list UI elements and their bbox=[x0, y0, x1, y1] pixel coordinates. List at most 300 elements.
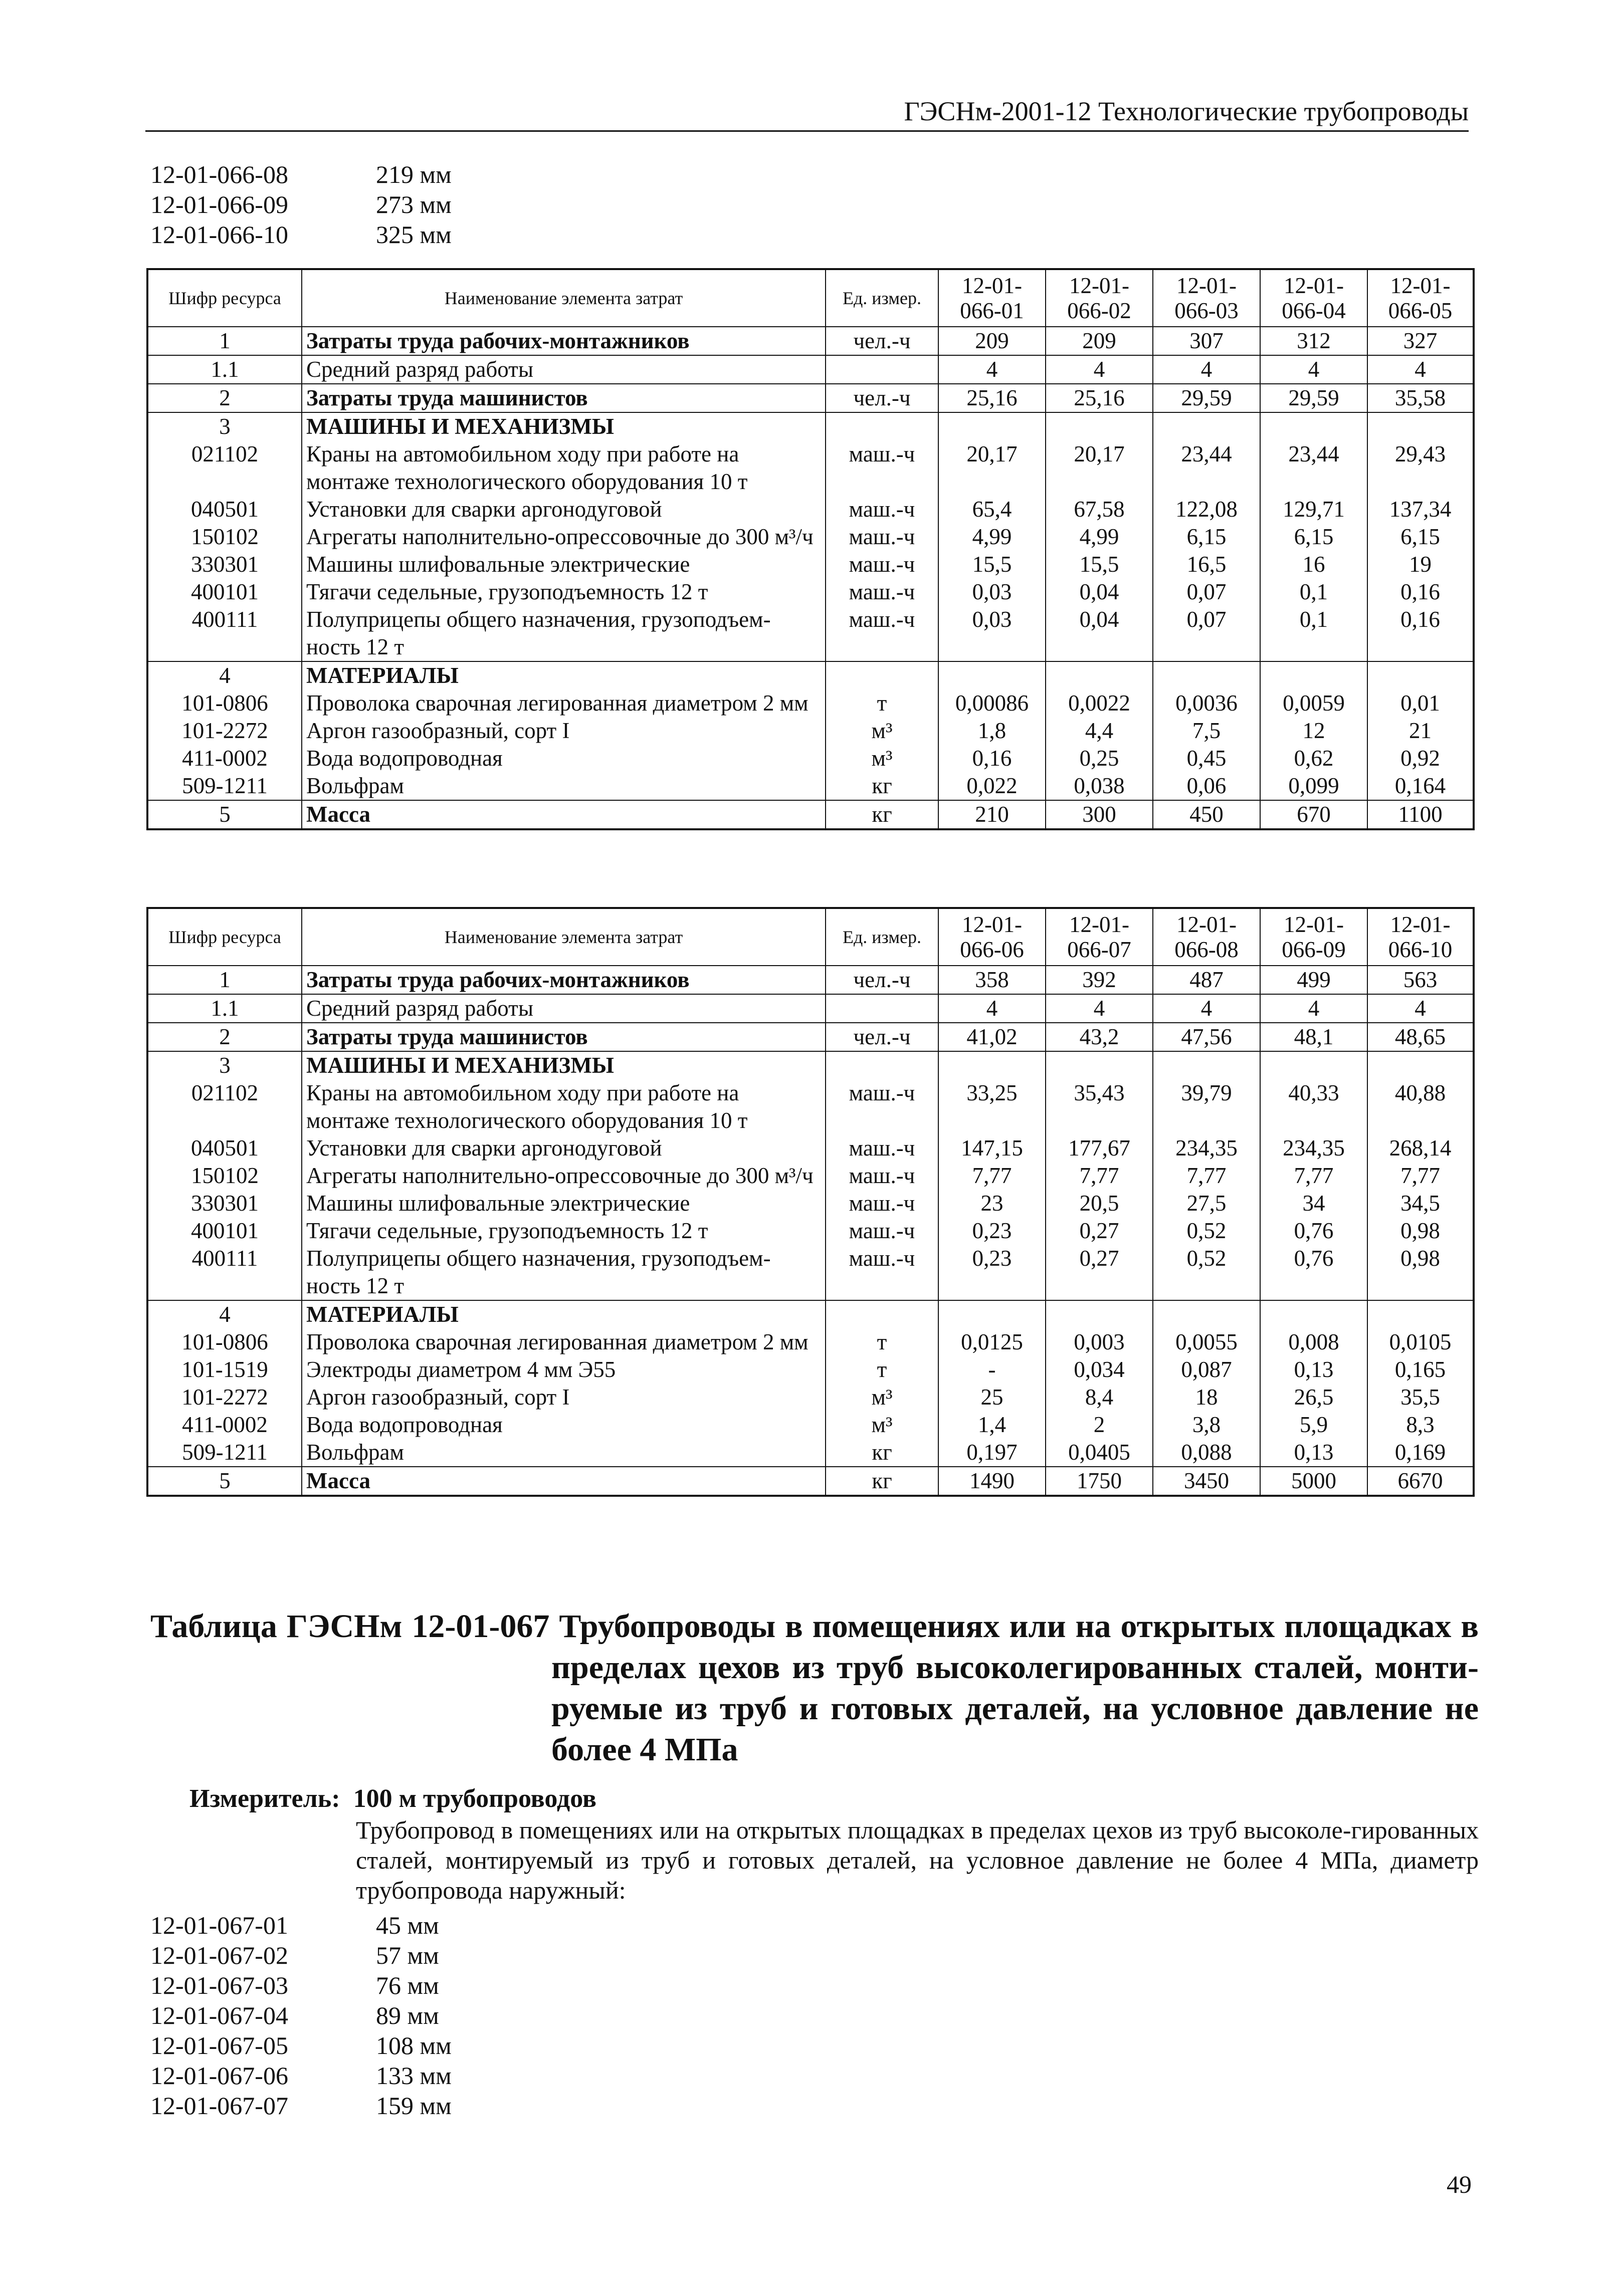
resource-value: 0,04 bbox=[1046, 578, 1153, 606]
table-row bbox=[147, 800, 1474, 829]
resource-value: 48,65 bbox=[1367, 1023, 1474, 1051]
resource-value: 23 bbox=[938, 1190, 1046, 1217]
table-row bbox=[147, 1356, 1474, 1384]
resource-value: 25,16 bbox=[938, 384, 1046, 412]
resource-value: 0,003 bbox=[1046, 1328, 1153, 1356]
resource-value bbox=[938, 1300, 1046, 1328]
code-row bbox=[150, 2060, 452, 2091]
resource-value: 234,35 bbox=[1260, 1134, 1367, 1162]
resource-value: 0,45 bbox=[1153, 745, 1260, 772]
description: Трубопровод в помещениях или на открытых площадках в пределах цехов из труб высоколе-гированных сталей, монтируемый из труб и готовых деталей, на условное давление не более 4 МПа, диаметр трубопровода наружный: bbox=[356, 1816, 1479, 1904]
resource-unit: маш.-ч bbox=[826, 440, 938, 496]
resource-unit: маш.-ч bbox=[826, 1162, 938, 1190]
resource-value: 0,088 bbox=[1153, 1439, 1260, 1467]
code-row bbox=[150, 219, 452, 250]
resource-value bbox=[1046, 412, 1153, 440]
resource-value: 2 bbox=[1046, 1411, 1153, 1439]
resource-value: 487 bbox=[1153, 966, 1260, 994]
resource-name: Краны на автомобильном ходу при работе на монтаже технологического оборудования 10 т bbox=[302, 440, 826, 496]
resource-value: 39,79 bbox=[1153, 1079, 1260, 1134]
resource-value: 0,76 bbox=[1260, 1217, 1367, 1245]
resource-value: 43,2 bbox=[1046, 1023, 1153, 1051]
resource-name: Агрегаты наполнительно-опрессовочные до 300 м³/ч bbox=[302, 1162, 826, 1190]
resource-code: 5 bbox=[147, 1467, 302, 1496]
resource-value: 33,25 bbox=[938, 1079, 1046, 1134]
resource-value: 12 bbox=[1260, 717, 1367, 745]
table-header-row bbox=[147, 908, 1474, 966]
resource-unit: чел.-ч bbox=[826, 384, 938, 412]
table-row bbox=[147, 1162, 1474, 1190]
resource-unit bbox=[826, 1300, 938, 1328]
resource-value: 0,0036 bbox=[1153, 690, 1260, 717]
resource-value: 1,4 bbox=[938, 1411, 1046, 1439]
resource-value: 4 bbox=[1367, 355, 1474, 384]
resource-value: - bbox=[938, 1356, 1046, 1384]
resource-name: Масса bbox=[302, 800, 826, 829]
resource-value: 450 bbox=[1153, 800, 1260, 829]
resource-value bbox=[1260, 1300, 1367, 1328]
resource-name: Электроды диаметром 4 мм Э55 bbox=[302, 1356, 826, 1384]
resource-value: 27,5 bbox=[1153, 1190, 1260, 1217]
resource-code: 509-1211 bbox=[147, 1439, 302, 1467]
resource-value: 0,00086 bbox=[938, 690, 1046, 717]
table-row bbox=[147, 690, 1474, 717]
resource-value: 0,034 bbox=[1046, 1356, 1153, 1384]
resource-unit bbox=[826, 355, 938, 384]
resource-value: 0,23 bbox=[938, 1245, 1046, 1300]
resource-code: 101-2272 bbox=[147, 717, 302, 745]
resource-value: 0,01 bbox=[1367, 690, 1474, 717]
resource-value: 4 bbox=[938, 994, 1046, 1023]
resource-value: 129,71 bbox=[1260, 496, 1367, 523]
resource-name: Проволока сварочная легированная диаметром 2 мм bbox=[302, 690, 826, 717]
resource-value: 41,02 bbox=[938, 1023, 1046, 1051]
resource-value: 327 bbox=[1367, 327, 1474, 355]
table-row bbox=[147, 496, 1474, 523]
table-row bbox=[147, 1134, 1474, 1162]
resource-name: Полуприцепы общего назначения, грузоподъем-ность 12 т bbox=[302, 606, 826, 661]
resource-value: 4 bbox=[1153, 355, 1260, 384]
resource-code: 3 bbox=[147, 412, 302, 440]
resource-code: 040501 bbox=[147, 1134, 302, 1162]
resource-value bbox=[1367, 661, 1474, 690]
resource-value: 20,17 bbox=[1046, 440, 1153, 496]
resource-value: 20,5 bbox=[1046, 1190, 1153, 1217]
resource-value: 0,038 bbox=[1046, 772, 1153, 800]
resource-name: Проволока сварочная легированная диаметром 2 мм bbox=[302, 1328, 826, 1356]
resource-unit: кг bbox=[826, 1467, 938, 1496]
resource-name: Агрегаты наполнительно-опрессовочные до 300 м³/ч bbox=[302, 523, 826, 551]
resource-unit: т bbox=[826, 1356, 938, 1384]
resource-value bbox=[1153, 412, 1260, 440]
resource-name: Установки для сварки аргонодуговой bbox=[302, 1134, 826, 1162]
resource-name: МАТЕРИАЛЫ bbox=[302, 1300, 826, 1328]
resource-value: 209 bbox=[938, 327, 1046, 355]
resource-value: 137,34 bbox=[1367, 496, 1474, 523]
table-row bbox=[147, 661, 1474, 690]
resource-value: 20,17 bbox=[938, 440, 1046, 496]
resource-value: 300 bbox=[1046, 800, 1153, 829]
resource-code: 2 bbox=[147, 1023, 302, 1051]
resource-value: 40,33 bbox=[1260, 1079, 1367, 1134]
code-row bbox=[150, 159, 452, 189]
resource-value: 4,4 bbox=[1046, 717, 1153, 745]
diameter: 45 мм bbox=[376, 1911, 439, 1939]
resource-name: МАТЕРИАЛЫ bbox=[302, 661, 826, 690]
resource-value: 1,8 bbox=[938, 717, 1046, 745]
resource-value bbox=[1153, 1300, 1260, 1328]
resource-value: 35,58 bbox=[1367, 384, 1474, 412]
resource-unit: маш.-ч bbox=[826, 606, 938, 661]
resource-unit: маш.-ч bbox=[826, 523, 938, 551]
resource-code: 021102 bbox=[147, 440, 302, 496]
header-unit: Ед. измер. bbox=[826, 269, 938, 327]
header-code: Шифр ресурса bbox=[147, 908, 302, 966]
code: 12-01-066-10 bbox=[150, 220, 288, 249]
table-row bbox=[147, 355, 1474, 384]
resource-value: 0,27 bbox=[1046, 1217, 1153, 1245]
resource-value bbox=[1260, 412, 1367, 440]
diameter: 219 мм bbox=[376, 160, 452, 188]
header-col: 12-01-066-08 bbox=[1153, 908, 1260, 966]
header-name: Наименование элемента затрат bbox=[302, 908, 826, 966]
diameter: 133 мм bbox=[376, 2061, 452, 2090]
table-row bbox=[147, 551, 1474, 578]
resource-unit: маш.-ч bbox=[826, 1134, 938, 1162]
resource-value: 0,06 bbox=[1153, 772, 1260, 800]
resource-value: 5000 bbox=[1260, 1467, 1367, 1496]
table-row bbox=[147, 1384, 1474, 1411]
resource-value: 4,99 bbox=[938, 523, 1046, 551]
resource-unit: маш.-ч bbox=[826, 1190, 938, 1217]
resource-value: 0,1 bbox=[1260, 578, 1367, 606]
resource-name: Установки для сварки аргонодуговой bbox=[302, 496, 826, 523]
resource-value: 7,77 bbox=[1367, 1162, 1474, 1190]
table-row bbox=[147, 1439, 1474, 1467]
table-row bbox=[147, 745, 1474, 772]
resource-value: 0,022 bbox=[938, 772, 1046, 800]
resource-code: 101-0806 bbox=[147, 1328, 302, 1356]
resource-value: 1490 bbox=[938, 1467, 1046, 1496]
resource-value: 3,8 bbox=[1153, 1411, 1260, 1439]
resource-value: 23,44 bbox=[1153, 440, 1260, 496]
resource-value bbox=[1367, 412, 1474, 440]
code: 12-01-067-05 bbox=[150, 2031, 288, 2059]
table-row bbox=[147, 606, 1474, 661]
resource-value: 29,59 bbox=[1260, 384, 1367, 412]
resource-value: 0,03 bbox=[938, 578, 1046, 606]
resource-unit: маш.-ч bbox=[826, 551, 938, 578]
resource-name: Машины шлифовальные электрические bbox=[302, 1190, 826, 1217]
resource-value: 0,16 bbox=[1367, 578, 1474, 606]
running-header: ГЭСНм-2001-12 Технологические трубопроводы bbox=[145, 96, 1469, 132]
resource-unit bbox=[826, 994, 938, 1023]
diameter: 273 мм bbox=[376, 190, 452, 218]
table-row bbox=[147, 523, 1474, 551]
resource-value: 6,15 bbox=[1260, 523, 1367, 551]
table-row bbox=[147, 966, 1474, 994]
resource-value: 3450 bbox=[1153, 1467, 1260, 1496]
resource-code: 101-0806 bbox=[147, 690, 302, 717]
resource-name: МАШИНЫ И МЕХАНИЗМЫ bbox=[302, 412, 826, 440]
resource-code: 1 bbox=[147, 327, 302, 355]
diameter: 76 мм bbox=[376, 1971, 439, 1999]
diameter: 325 мм bbox=[376, 220, 452, 249]
header-col: 12-01-066-02 bbox=[1046, 269, 1153, 327]
resource-value: 15,5 bbox=[1046, 551, 1153, 578]
header-col: 12-01-066-07 bbox=[1046, 908, 1153, 966]
resource-value: 6,15 bbox=[1153, 523, 1260, 551]
resource-unit: м³ bbox=[826, 1384, 938, 1411]
table-row bbox=[147, 717, 1474, 745]
resource-value: 0,98 bbox=[1367, 1245, 1474, 1300]
resource-value: 0,23 bbox=[938, 1217, 1046, 1245]
table-row bbox=[147, 384, 1474, 412]
resource-code: 400101 bbox=[147, 578, 302, 606]
resource-value bbox=[1153, 1051, 1260, 1079]
resource-value: 0,52 bbox=[1153, 1245, 1260, 1300]
resource-value: 234,35 bbox=[1153, 1134, 1260, 1162]
resource-value: 48,1 bbox=[1260, 1023, 1367, 1051]
resource-value: 25,16 bbox=[1046, 384, 1153, 412]
resource-unit: чел.-ч bbox=[826, 327, 938, 355]
top-code-list bbox=[150, 159, 452, 250]
code: 12-01-066-08 bbox=[150, 160, 288, 188]
title-rest: пределах цехов из труб высоколегированных сталей, монти-руемые из труб и готовых деталей, на условное давление не более 4 МПа bbox=[551, 1649, 1479, 1768]
resource-value: 16 bbox=[1260, 551, 1367, 578]
measure-label: Измеритель: bbox=[189, 1784, 340, 1813]
code-row bbox=[150, 1940, 452, 1970]
resource-value: 0,98 bbox=[1367, 1217, 1474, 1245]
resource-unit: кг bbox=[826, 1439, 938, 1467]
bottom-code-list bbox=[150, 1910, 452, 2121]
table-row bbox=[147, 1079, 1474, 1134]
title-line-1: Таблица ГЭСНм 12-01-067 Трубопроводы в помещениях или на открытых площадках в bbox=[150, 1608, 1479, 1645]
table-row bbox=[147, 440, 1474, 496]
resource-value bbox=[1046, 661, 1153, 690]
resource-name: Затраты труда рабочих-монтажников bbox=[302, 966, 826, 994]
resource-name: Аргон газообразный, сорт I bbox=[302, 717, 826, 745]
table-row bbox=[147, 994, 1474, 1023]
resource-code: 4 bbox=[147, 1300, 302, 1328]
resource-unit bbox=[826, 412, 938, 440]
resource-code: 509-1211 bbox=[147, 772, 302, 800]
resource-value bbox=[1260, 661, 1367, 690]
resource-value: 6670 bbox=[1367, 1467, 1474, 1496]
resource-value: 34 bbox=[1260, 1190, 1367, 1217]
resource-value bbox=[1367, 1051, 1474, 1079]
resource-value: 0,165 bbox=[1367, 1356, 1474, 1384]
resource-name: Затраты труда машинистов bbox=[302, 1023, 826, 1051]
resource-value: 0,197 bbox=[938, 1439, 1046, 1467]
resource-value: 16,5 bbox=[1153, 551, 1260, 578]
resource-value: 67,58 bbox=[1046, 496, 1153, 523]
resource-value: 0,03 bbox=[938, 606, 1046, 661]
resource-value: 0,92 bbox=[1367, 745, 1474, 772]
resource-unit bbox=[826, 1051, 938, 1079]
resource-value: 0,27 bbox=[1046, 1245, 1153, 1300]
code: 12-01-066-09 bbox=[150, 190, 288, 218]
resource-value: 0,164 bbox=[1367, 772, 1474, 800]
resource-value: 210 bbox=[938, 800, 1046, 829]
resource-value: 147,15 bbox=[938, 1134, 1046, 1162]
resource-code: 5 bbox=[147, 800, 302, 829]
header-col: 12-01-066-10 bbox=[1367, 908, 1474, 966]
resource-value: 26,5 bbox=[1260, 1384, 1367, 1411]
resource-value: 23,44 bbox=[1260, 440, 1367, 496]
table-row bbox=[147, 1467, 1474, 1496]
resource-value bbox=[938, 412, 1046, 440]
header-col: 12-01-066-06 bbox=[938, 908, 1046, 966]
code: 12-01-067-07 bbox=[150, 2092, 288, 2120]
resource-value: 7,77 bbox=[1260, 1162, 1367, 1190]
resource-value bbox=[1046, 1300, 1153, 1328]
resource-name: Тягачи седельные, грузоподъемность 12 т bbox=[302, 578, 826, 606]
diameter: 57 мм bbox=[376, 1941, 439, 1969]
diameter: 159 мм bbox=[376, 2092, 452, 2120]
code-row bbox=[150, 1970, 452, 2000]
resource-value: 34,5 bbox=[1367, 1190, 1474, 1217]
header-col: 12-01-066-09 bbox=[1260, 908, 1367, 966]
resource-value: 177,67 bbox=[1046, 1134, 1153, 1162]
resource-value: 4 bbox=[1260, 994, 1367, 1023]
resource-code: 1 bbox=[147, 966, 302, 994]
resource-value: 0,0059 bbox=[1260, 690, 1367, 717]
resource-value: 0,04 bbox=[1046, 606, 1153, 661]
table-row bbox=[147, 412, 1474, 440]
resource-value: 35,43 bbox=[1046, 1079, 1153, 1134]
table-row bbox=[147, 1300, 1474, 1328]
resource-value: 499 bbox=[1260, 966, 1367, 994]
resource-value: 1100 bbox=[1367, 800, 1474, 829]
resource-value: 35,5 bbox=[1367, 1384, 1474, 1411]
resource-value: 4 bbox=[1046, 994, 1153, 1023]
resource-code: 150102 bbox=[147, 1162, 302, 1190]
resource-value: 0,1 bbox=[1260, 606, 1367, 661]
resource-unit: маш.-ч bbox=[826, 1217, 938, 1245]
code-row bbox=[150, 2000, 452, 2030]
resource-unit: чел.-ч bbox=[826, 1023, 938, 1051]
header-col: 12-01-066-01 bbox=[938, 269, 1046, 327]
resource-value: 19 bbox=[1367, 551, 1474, 578]
table-row bbox=[147, 1051, 1474, 1079]
resource-value: 4,99 bbox=[1046, 523, 1153, 551]
resource-value: 312 bbox=[1260, 327, 1367, 355]
resource-code: 1.1 bbox=[147, 355, 302, 384]
resource-name: Средний разряд работы bbox=[302, 355, 826, 384]
table-row bbox=[147, 1217, 1474, 1245]
resource-name: Затраты труда рабочих-монтажников bbox=[302, 327, 826, 355]
resource-value: 392 bbox=[1046, 966, 1153, 994]
code: 12-01-067-02 bbox=[150, 1941, 288, 1969]
resource-code: 3 bbox=[147, 1051, 302, 1079]
resource-value: 0,0055 bbox=[1153, 1328, 1260, 1356]
header-unit: Ед. измер. bbox=[826, 908, 938, 966]
resource-code: 021102 bbox=[147, 1079, 302, 1134]
resource-value: 0,087 bbox=[1153, 1356, 1260, 1384]
resource-unit: кг bbox=[826, 800, 938, 829]
resource-value: 307 bbox=[1153, 327, 1260, 355]
resource-value: 0,62 bbox=[1260, 745, 1367, 772]
resource-value: 0,0105 bbox=[1367, 1328, 1474, 1356]
resource-value: 8,3 bbox=[1367, 1411, 1474, 1439]
resource-name: Вода водопроводная bbox=[302, 1411, 826, 1439]
resource-code: 4 bbox=[147, 661, 302, 690]
resource-value: 18 bbox=[1153, 1384, 1260, 1411]
measure-value: 100 м трубопроводов bbox=[353, 1784, 596, 1813]
resource-value: 47,56 bbox=[1153, 1023, 1260, 1051]
resource-name: Полуприцепы общего назначения, грузоподъем-ность 12 т bbox=[302, 1245, 826, 1300]
resource-value: 0,0405 bbox=[1046, 1439, 1153, 1467]
resource-value: 7,77 bbox=[1046, 1162, 1153, 1190]
table-row bbox=[147, 1411, 1474, 1439]
resource-code: 2 bbox=[147, 384, 302, 412]
resource-name: Вольфрам bbox=[302, 772, 826, 800]
diameter: 89 мм bbox=[376, 2001, 439, 2029]
table-row bbox=[147, 578, 1474, 606]
page-number: 49 bbox=[1447, 2170, 1472, 2198]
resource-value: 6,15 bbox=[1367, 523, 1474, 551]
resource-value: 0,0022 bbox=[1046, 690, 1153, 717]
resource-code: 400111 bbox=[147, 1245, 302, 1300]
resource-code: 101-2272 bbox=[147, 1384, 302, 1411]
code: 12-01-067-01 bbox=[150, 1911, 288, 1939]
resource-value: 0,008 bbox=[1260, 1328, 1367, 1356]
resource-value: 7,5 bbox=[1153, 717, 1260, 745]
resource-value: 7,77 bbox=[1153, 1162, 1260, 1190]
header-col: 12-01-066-03 bbox=[1153, 269, 1260, 327]
resource-code: 411-0002 bbox=[147, 1411, 302, 1439]
table-header-row bbox=[147, 269, 1474, 327]
resource-value: 4 bbox=[1046, 355, 1153, 384]
table-row bbox=[147, 1328, 1474, 1356]
resource-value bbox=[1260, 1051, 1367, 1079]
code: 12-01-067-03 bbox=[150, 1971, 288, 1999]
resource-value: 4 bbox=[1153, 994, 1260, 1023]
resource-value: 29,43 bbox=[1367, 440, 1474, 496]
resource-value: 5,9 bbox=[1260, 1411, 1367, 1439]
table-row bbox=[147, 327, 1474, 355]
resource-code: 400111 bbox=[147, 606, 302, 661]
diameter: 108 мм bbox=[376, 2031, 452, 2059]
resource-value: 0,07 bbox=[1153, 578, 1260, 606]
resource-unit: кг bbox=[826, 772, 938, 800]
resource-unit: маш.-ч bbox=[826, 496, 938, 523]
resource-value: 0,169 bbox=[1367, 1439, 1474, 1467]
resource-value: 4 bbox=[938, 355, 1046, 384]
table-row bbox=[147, 1190, 1474, 1217]
code-row bbox=[150, 2030, 452, 2060]
resource-name: МАШИНЫ И МЕХАНИЗМЫ bbox=[302, 1051, 826, 1079]
header-col: 12-01-066-05 bbox=[1367, 269, 1474, 327]
resource-unit: м³ bbox=[826, 717, 938, 745]
resource-table-1 bbox=[146, 268, 1475, 830]
resource-unit: маш.-ч bbox=[826, 1245, 938, 1300]
resource-value: 0,52 bbox=[1153, 1217, 1260, 1245]
resource-code: 150102 bbox=[147, 523, 302, 551]
resource-code: 330301 bbox=[147, 1190, 302, 1217]
code: 12-01-067-06 bbox=[150, 2061, 288, 2090]
resource-unit: т bbox=[826, 1328, 938, 1356]
resource-name: Аргон газообразный, сорт I bbox=[302, 1384, 826, 1411]
resource-value: 0,25 bbox=[1046, 745, 1153, 772]
resource-value: 0,07 bbox=[1153, 606, 1260, 661]
resource-name: Вольфрам bbox=[302, 1439, 826, 1467]
resource-value: 29,59 bbox=[1153, 384, 1260, 412]
resource-unit bbox=[826, 661, 938, 690]
table-row bbox=[147, 1023, 1474, 1051]
resource-value: 65,4 bbox=[938, 496, 1046, 523]
